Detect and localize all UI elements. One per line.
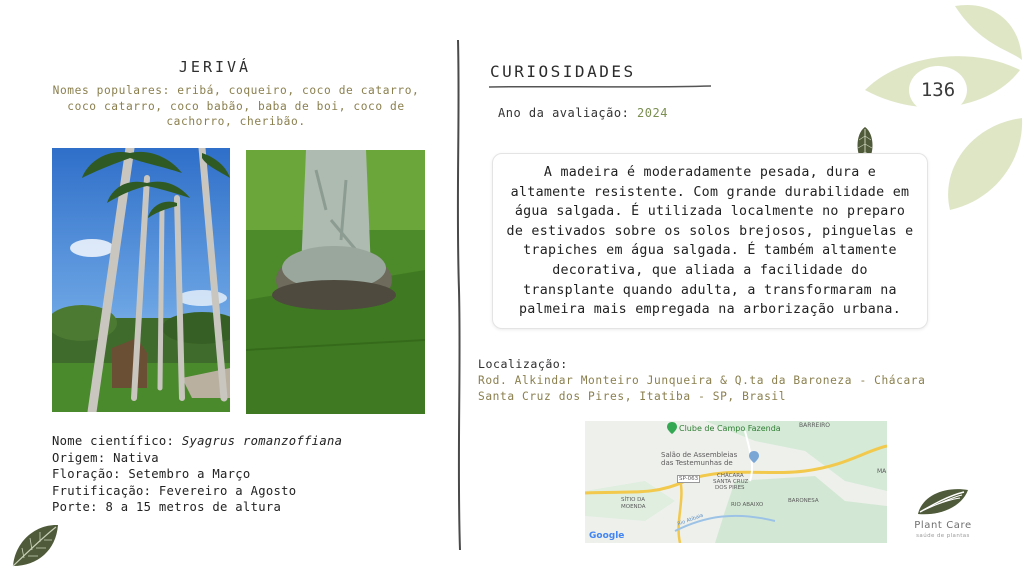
- palm-trees-photo: [52, 148, 230, 412]
- species-facts: [52, 433, 342, 516]
- evaluation-year: Ano da avaliação: 2024: [498, 106, 668, 120]
- map-pin-icon: [749, 451, 759, 463]
- map-label: CHÁCARA: [717, 473, 744, 479]
- map-label: Salão de Assembleias: [661, 451, 738, 459]
- map-label: DOS PIRES: [715, 485, 745, 491]
- scientific-name: Syagrus romanzoffiana: [181, 434, 343, 448]
- road-shield: SP-063: [679, 476, 699, 482]
- map-label: MOENDA: [621, 504, 646, 510]
- brand-name: Plant Care: [914, 520, 972, 531]
- trunk-base-photo: [246, 150, 425, 414]
- map-label: das Testemunhas de: [661, 459, 733, 467]
- location-address: Rod. Alkindar Monteiro Junqueira & Q.ta da Baroneza - Chácara Santa Cruz dos Pires, Itatiba - SP, Brasil: [478, 374, 926, 403]
- title-underline: [488, 84, 712, 90]
- curiosities-card: A madeira é moderadamente pesada, dura e altamente resistente. Com grande durabilidade em água salgada. É utilizada localmente no preparo de estivados sobre os solos brejosos, pinguelas e trapiches em água salgada. É também altamente decorativa, que aliada a facilidade do transplante quando adulta, a transformaram na palmeira mais empregada na arborização urbana.: [492, 153, 928, 329]
- popular-names: Nomes populares: eribá, coqueiro, coco de catarro, coco catarro, coco babão, baba de boi, coco de cachorro, cheribão.: [52, 84, 420, 128]
- origin: Origem: Nativa: [52, 450, 159, 465]
- google-logo: Google: [589, 531, 625, 541]
- map-label: Clube de Campo Fazenda: [679, 424, 781, 433]
- map-label: BARONESA: [788, 498, 819, 504]
- fruiting: Frutificação: Fevereiro a Agosto: [52, 483, 297, 498]
- curiosities-title: CURIOSIDADES: [490, 62, 636, 81]
- vertical-divider: [452, 40, 466, 550]
- leaf-icon: [10, 522, 60, 568]
- size: Porte: 8 a 15 metros de altura: [52, 500, 282, 515]
- scientific-name-row: Nome científico: Syagrus romanzoffiana: [52, 434, 343, 448]
- map-label: SANTA CRUZ: [713, 479, 749, 485]
- page-number: 136: [909, 66, 967, 114]
- map-pin-icon: [667, 422, 677, 434]
- location-label: Localização:: [478, 357, 568, 371]
- species-title: JERIVÁ: [178, 58, 252, 76]
- map-label: SÍTIO DA: [621, 497, 646, 503]
- plant-care-logo-icon: [914, 486, 970, 518]
- flowering: Floração: Setembro a Março: [52, 467, 251, 482]
- river-label: Rio Atibaia: [676, 512, 705, 528]
- map-label: MA: [877, 468, 887, 475]
- brand-tagline: saúde de plantas: [916, 533, 970, 539]
- location-map[interactable]: [585, 421, 887, 543]
- map-label: BARREIRO: [799, 422, 831, 429]
- year-value: 2024: [637, 106, 668, 120]
- map-label: RIO ABAIXO: [731, 502, 764, 508]
